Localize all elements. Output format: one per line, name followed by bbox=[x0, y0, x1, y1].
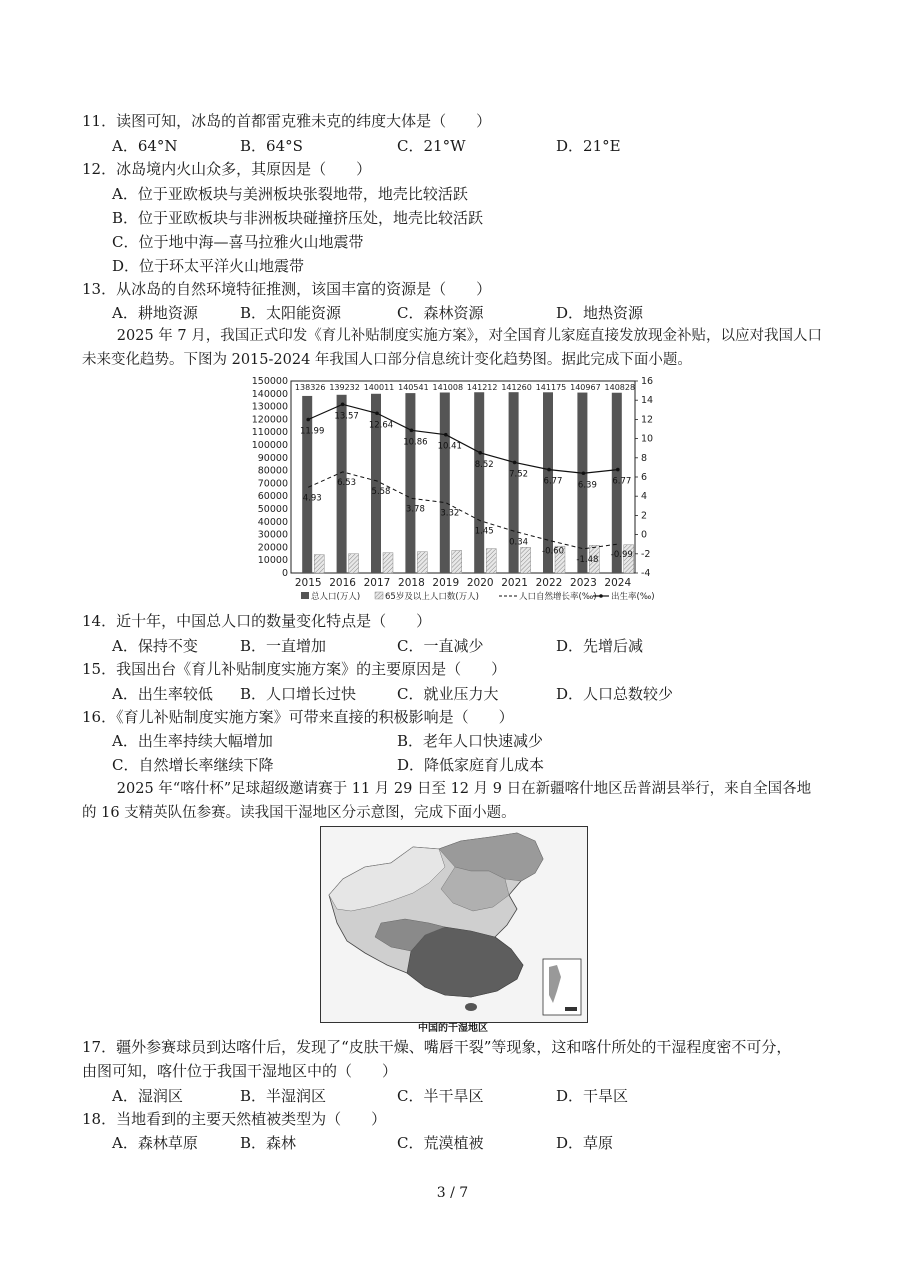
question-text: 从冰岛的自然环境特征推测，该国丰富的资源是（ ） bbox=[116, 280, 492, 298]
y-right-tick-label: 0 bbox=[641, 529, 648, 541]
x-tick-label: 2016 bbox=[329, 577, 356, 589]
bar-top-label: 141260 bbox=[501, 383, 532, 392]
question-text: 读图可知，冰岛的首都雷克雅未克的纬度大体是（ ） bbox=[116, 112, 492, 130]
natural-growth-label: 3.78 bbox=[405, 504, 425, 515]
y-right-tick-label: 4 bbox=[641, 491, 648, 503]
option-d: D．降低家庭育儿成本 bbox=[397, 756, 545, 774]
option-d: D．人口总数较少 bbox=[556, 685, 674, 703]
question-14 bbox=[82, 611, 431, 631]
option-a: A．保持不变 bbox=[112, 637, 198, 655]
option-b: B．老年人口快速减少 bbox=[397, 732, 544, 750]
option-a: A．位于亚欧板块与美洲板块张裂地带，地壳比较活跃 bbox=[112, 185, 468, 203]
birth-rate-label: 8.52 bbox=[474, 459, 494, 470]
question-number: 14． bbox=[82, 612, 117, 630]
y-left-tick-label: 0 bbox=[281, 568, 288, 579]
x-tick-label: 2018 bbox=[398, 577, 425, 589]
bar-top-label: 139232 bbox=[329, 383, 360, 392]
question-12 bbox=[82, 159, 371, 179]
option-b: B．人口增长过快 bbox=[240, 685, 357, 703]
option-d: D．先增后减 bbox=[556, 637, 644, 655]
natural-growth-label: 1.45 bbox=[474, 526, 494, 537]
option-a: A．出生率持续大幅增加 bbox=[112, 732, 273, 750]
y-left-tick-label: 50000 bbox=[257, 504, 288, 515]
question-text: 疆外参赛球员到达喀什后，发现了“皮肤干燥、嘴唇干裂”等现象，这和喀什所处的干湿程度密不可分， bbox=[116, 1038, 792, 1056]
option-a: A．森林草原 bbox=[112, 1134, 198, 1152]
birth-rate-point bbox=[410, 429, 414, 433]
question-17-continued: 由图可知，喀什位于我国干湿地区中的（ ） bbox=[82, 1062, 398, 1080]
birth-rate-label: 6.77 bbox=[543, 476, 563, 487]
question-16 bbox=[82, 707, 514, 727]
option-b: B．64°S bbox=[240, 137, 303, 155]
birth-rate-point bbox=[478, 451, 482, 455]
y-right-tick-label: 12 bbox=[641, 414, 654, 426]
birth-rate-label: 7.52 bbox=[509, 469, 529, 480]
bar-top-label: 141008 bbox=[432, 383, 464, 392]
birth-rate-point bbox=[375, 411, 379, 415]
bar-elder-population bbox=[521, 547, 531, 573]
bar-elder-population bbox=[314, 555, 324, 573]
x-tick-label: 2015 bbox=[294, 577, 322, 589]
bar-elder-population bbox=[349, 554, 359, 573]
question-number: 18． bbox=[82, 1110, 117, 1128]
birth-rate-label: 10.41 bbox=[437, 441, 462, 452]
birth-rate-label: 6.39 bbox=[577, 480, 597, 491]
y-left-tick-label: 140000 bbox=[251, 388, 288, 400]
bar-top-label: 141212 bbox=[466, 383, 498, 392]
legend-label-birth: 出生率(‰) bbox=[611, 592, 655, 602]
x-tick-label: 2019 bbox=[432, 577, 460, 589]
question-11 bbox=[82, 111, 491, 131]
bar-total-population bbox=[405, 393, 415, 573]
question-13 bbox=[82, 279, 491, 299]
y-left-tick-label: 120000 bbox=[251, 414, 288, 426]
legend-point-birth bbox=[599, 594, 603, 598]
x-tick-label: 2020 bbox=[466, 577, 494, 589]
option-d: D．草原 bbox=[556, 1134, 614, 1152]
y-left-tick-label: 70000 bbox=[257, 478, 288, 490]
question-text: 当地看到的主要天然植被类型为（ ） bbox=[116, 1110, 387, 1128]
question-text: 《育儿补贴制度实施方案》可带来直接的积极影响是（ ） bbox=[116, 708, 514, 726]
option-a: A．湿润区 bbox=[112, 1087, 183, 1105]
bar-top-label: 141175 bbox=[535, 383, 567, 392]
natural-growth-label: 0.34 bbox=[509, 537, 529, 548]
option-c: C．就业压力大 bbox=[397, 685, 499, 703]
option-d: D．位于环太平洋火山地震带 bbox=[112, 257, 305, 275]
y-right-tick-label: -4 bbox=[641, 568, 651, 579]
option-a: A．64°N bbox=[112, 137, 178, 155]
y-left-tick-label: 60000 bbox=[257, 491, 288, 503]
option-b: B．森林 bbox=[240, 1134, 297, 1152]
option-c: C．自然增长率继续下降 bbox=[112, 756, 274, 774]
option-c: C．位于地中海—喜马拉雅火山地震带 bbox=[112, 233, 364, 251]
option-d: D．干旱区 bbox=[556, 1087, 629, 1105]
map-caption: 中国的干湿地区 bbox=[418, 1023, 488, 1034]
natural-growth-label: -1.48 bbox=[576, 554, 599, 565]
legend-label-elder: 65岁及以上人口数(万人) bbox=[385, 592, 479, 602]
y-left-tick-label: 110000 bbox=[251, 427, 288, 439]
page-number: 3 / 7 bbox=[436, 1185, 469, 1201]
birth-rate-point bbox=[582, 471, 586, 475]
question-number: 11． bbox=[82, 112, 117, 130]
natural-growth-label: -0.60 bbox=[542, 546, 564, 557]
option-c: C．一直减少 bbox=[397, 637, 484, 655]
natural-growth-label: 4.93 bbox=[302, 493, 322, 504]
option-c: C．荒漠植被 bbox=[397, 1134, 484, 1152]
y-left-tick-label: 150000 bbox=[251, 376, 288, 387]
y-left-tick-label: 30000 bbox=[257, 529, 288, 541]
y-left-tick-label: 80000 bbox=[257, 465, 288, 477]
x-tick-label: 2017 bbox=[363, 577, 391, 589]
x-tick-label: 2022 bbox=[535, 577, 563, 589]
legend-swatch-total bbox=[301, 592, 309, 599]
question-number: 15． bbox=[82, 660, 117, 678]
birth-rate-label: 13.57 bbox=[334, 411, 359, 422]
y-right-tick-label: 2 bbox=[641, 510, 648, 522]
birth-rate-label: 11.99 bbox=[300, 426, 325, 437]
bar-elder-population bbox=[383, 553, 393, 573]
question-number: 16． bbox=[82, 708, 117, 726]
y-right-tick-label: 6 bbox=[641, 472, 648, 483]
birth-rate-label: 12.64 bbox=[368, 420, 394, 431]
option-b: B．太阳能资源 bbox=[240, 304, 342, 322]
y-left-tick-label: 10000 bbox=[257, 555, 288, 567]
question-18 bbox=[82, 1109, 386, 1129]
y-left-tick-label: 130000 bbox=[251, 401, 288, 413]
bar-top-label: 138326 bbox=[294, 383, 326, 392]
bar-elder-population bbox=[417, 552, 427, 573]
legend-label-total: 总人口(万人) bbox=[311, 592, 361, 602]
legend-swatch-elder bbox=[375, 592, 383, 599]
option-b: B．半湿润区 bbox=[240, 1087, 327, 1105]
option-d: D．21°E bbox=[556, 137, 621, 155]
bar-top-label: 140967 bbox=[570, 383, 601, 392]
bar-total-population bbox=[302, 396, 312, 573]
question-text: 冰岛境内火山众多，其原因是（ ） bbox=[116, 160, 372, 178]
passage-kashgar: 2025 年“喀什杯”足球超级邀请赛于 11 月 29 日至 12 月 9 日在新疆喀什地区岳普湖县举行，来自全国各地的 16 支精英队伍参赛。读我国干湿地区分示意图，完成下面小题。 bbox=[82, 781, 812, 821]
birth-rate-point bbox=[547, 468, 551, 472]
option-d: D．地热资源 bbox=[556, 304, 644, 322]
question-text: 我国出台《育儿补贴制度实施方案》的主要原因是（ ） bbox=[116, 660, 507, 678]
question-number: 12． bbox=[82, 160, 117, 178]
y-left-tick-label: 20000 bbox=[257, 542, 288, 554]
question-number: 13． bbox=[82, 280, 117, 298]
birth-rate-point bbox=[444, 433, 448, 437]
bar-top-label: 140541 bbox=[398, 383, 429, 392]
y-right-tick-label: 10 bbox=[641, 433, 654, 445]
y-left-tick-label: 90000 bbox=[257, 452, 288, 464]
natural-growth-label: 5.58 bbox=[371, 487, 391, 498]
option-b: B．位于亚欧板块与非洲板块碰撞挤压处，地壳比较活跃 bbox=[112, 209, 484, 227]
bar-top-label: 140011 bbox=[363, 383, 395, 392]
y-left-tick-label: 40000 bbox=[257, 516, 288, 528]
passage-population: 2025 年 7 月，我国正式印发《育儿补贴制度实施方案》，对全国育儿家庭直接发放现金补贴，以应对我国人口未来变化趋势。下图为 2015-2024 年我国人口部分信息统计变化趋势图。据此完成下面小题。 bbox=[82, 328, 822, 368]
bar-elder-population bbox=[452, 550, 462, 573]
y-right-tick-label: 8 bbox=[641, 452, 648, 464]
y-right-tick-label: -2 bbox=[641, 548, 651, 560]
birth-rate-point bbox=[513, 461, 517, 465]
question-number: 17． bbox=[82, 1038, 117, 1056]
bar-elder-population bbox=[486, 549, 496, 573]
population-chart bbox=[243, 373, 673, 608]
natural-growth-label: 3.32 bbox=[440, 508, 460, 519]
china-map-illustration bbox=[321, 827, 587, 1022]
bar-total-population bbox=[474, 392, 484, 573]
y-left-tick-label: 100000 bbox=[251, 440, 288, 451]
birth-rate-point bbox=[306, 418, 310, 422]
dry-wet-map bbox=[320, 826, 588, 1023]
legend-label-natural: 人口自然增长率(‰) bbox=[519, 592, 597, 602]
y-right-tick-label: 16 bbox=[641, 376, 654, 387]
birth-rate-point bbox=[616, 468, 620, 472]
option-b: B．一直增加 bbox=[240, 637, 327, 655]
bar-top-label: 140828 bbox=[604, 383, 636, 392]
birth-rate-label: 10.86 bbox=[403, 437, 428, 448]
birth-rate-point bbox=[341, 403, 345, 407]
x-tick-label: 2024 bbox=[604, 577, 632, 589]
option-c: C．21°W bbox=[397, 137, 466, 155]
natural-growth-label: -0.99 bbox=[610, 550, 633, 561]
option-a: A．耕地资源 bbox=[112, 304, 198, 322]
option-a: A．出生率较低 bbox=[112, 685, 213, 703]
question-text: 近十年，中国总人口的数量变化特点是（ ） bbox=[116, 612, 432, 630]
question-17 bbox=[82, 1037, 791, 1057]
question-15 bbox=[82, 659, 506, 679]
birth-rate-label: 6.77 bbox=[612, 476, 632, 487]
x-tick-label: 2021 bbox=[501, 577, 528, 589]
y-right-tick-label: 14 bbox=[641, 395, 654, 407]
option-c: C．森林资源 bbox=[397, 304, 484, 322]
natural-growth-label: 6.53 bbox=[337, 477, 357, 488]
chart-svg bbox=[243, 373, 673, 608]
option-c: C．半干旱区 bbox=[397, 1087, 484, 1105]
x-tick-label: 2023 bbox=[570, 577, 597, 589]
bar-total-population bbox=[440, 393, 450, 573]
